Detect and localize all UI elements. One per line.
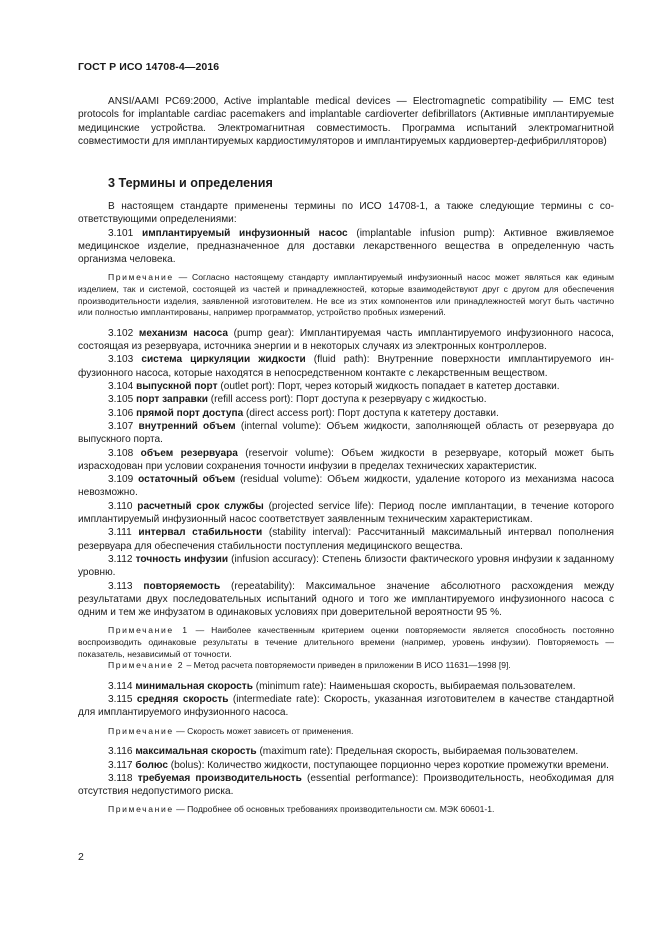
term-definition: (pump gear): Имплантируемая часть имплантируемого инфузионного насоса, состоящая из резервуара, источника энергии и в некоторых случаях из электронных контроллеров. [78,327,614,353]
term-number: 3.106 [108,407,137,419]
term-name: внутренний объем [138,420,236,432]
term-number: 3.118 [108,772,138,784]
term-name: остаточный объем [138,474,236,486]
term-number: 3.112 [108,553,136,565]
term-name: средняя скорость [136,694,229,706]
note-performance [78,804,614,816]
term-number: 3.101 [108,227,142,239]
term-definition: (refill access port): Порт доступа к резервуару с жидкостью. [207,394,487,406]
intro-paragraph: В настоящем стандарте применены термины по ИСО 14708-1, а также следующие термины с соответствующими определениями: [78,201,614,226]
term-definition: (maximum rate): Предельная скорость, выбираемая пользователем. [256,746,579,758]
term-definition: (bolus): Количество жидкости, поступающее порционно через короткие промежутки времени. [168,759,609,771]
term-definition: (fluid path): Внутренние поверхности имплантируемого инфузионного насоса, которые находятся в непосредственном контакте с лекарственным веществом. [78,354,614,379]
term-3-116 [78,745,614,758]
term-name: болюс [135,759,168,771]
term-name: повторяемость [143,580,221,592]
term-definition: (internal volume): Объем жидкости, заполняющей область от резервуара до выпускного порта. [78,420,614,446]
section-heading: 3 Термины и определения [108,176,273,190]
term-3-113 [78,580,614,620]
running-header: ГОСТ Р ИСО 14708-4—2016 [78,61,220,73]
note-text: — Подробнее об основных требованиях производительности см. МЭК 60601-1. [173,804,495,815]
term-number: 3.116 [108,746,136,758]
term-definition: (essential performance): Производительность, необходимая для отсутствия недопустимого риска. [78,772,614,798]
note-pump-system [78,272,614,318]
definitions-block [78,200,614,816]
term-number: 3.108 [108,447,141,459]
term-definition: (repeatability): Максимальное значение абсолютного расхождения между результатами двух последовательных испытаний одного и того же имплантируемого инфузионного насоса с одним и тем же инфузатом в одинаковых условиях при доверительной вероятности 95 %. [78,580,614,619]
note-repeatability-2 [78,660,614,672]
term-name: порт заправки [136,394,208,406]
term-name: требуемая производительность [137,772,302,784]
term-3-114 [78,680,614,693]
term-name: расчетный срок службы [137,500,264,512]
term-definition: (reservoir volume): Объем жидкости в резервуаре, который может быть израсходован при условии сохранения точности инфузии в пределах технических характеристик. [78,447,614,472]
term-definition: (minimum rate): Наименьшая скорость, выбираемая пользователем. [252,680,576,692]
term-3-107 [78,420,614,447]
term-number: 3.110 [108,500,138,512]
term-number: 3.107 [108,420,139,432]
term-number: 3.111 [108,527,139,539]
note-label: Примечание 1 [108,625,189,636]
term-3-102 [78,327,614,354]
note-label: Примечание 2 [108,660,185,671]
term-definition: (implantable infusion pump): Активное вживляемое медицинское изделие, предназначенное для доставки лекарственного вещества в определенную часть организма человека. [78,227,614,266]
term-name: точность инфузии [135,553,229,565]
term-definition: (intermediate rate): Скорость, указанная изготовителем в качестве стандартной для имплантируемого инфузионного насоса. [78,694,614,719]
note-label: Примечание [108,725,174,736]
term-number: 3.115 [108,694,137,706]
term-definition: (outlet port): Порт, через который жидкость попадает в катетер доставки. [217,381,560,393]
term-name: интервал стабильности [138,527,263,539]
term-3-109 [78,473,614,500]
term-name: максимальная скорость [135,746,257,758]
term-3-115 [78,693,614,720]
term-3-117 [78,759,614,772]
term-3-106 [78,407,614,420]
term-definition: (direct access port): Порт доступа к катетеру доставки. [243,407,499,419]
term-3-110 [78,500,614,527]
bibliography-entry: ANSI/AAMI PC69:2000, Active implantable medical devices — Electromagnetic compatibility — EMC test protocols for implantable cardiac pacemakers and implantable cardioverter defibrillators (Активные имплантируемые медицинские устройства. Электромагнитная совместимость. Программа испытаний электромагнитной совместимости для имплантируемых кардиостимуляторов и имплантируемых кардиовертер-дефибрилляторов) [78,96,614,147]
term-name: система циркуляции жидкости [141,354,306,366]
term-name: минимальная скорость [135,680,253,692]
note-text: — Скорость может зависеть от применения. [173,725,354,736]
term-3-108 [78,447,614,474]
term-number: 3.104 [108,381,137,393]
term-name: объем резервуара [140,447,238,459]
note-label: Примечание [108,272,174,283]
term-definition: (residual volume): Объем жидкости, удаление которого из механизма насоса невозможно. [78,474,614,499]
term-number: 3.103 [108,354,142,366]
note-text: — Согласно настоящему стандарту имплантируемый инфузионный насос может являться как единым изделием, так и системой, состоящей из частей и принадлежностей, которые взаимодействуют друг с другом для обеспечения производительности изделия, заявленной изготовителем. Не все из этих компонентов или принадлежностей могут быть частично или полностью имплантированы, например программатор, устройство пробных измерений. [78,272,614,318]
term-definition: (stability interval): Рассчитанный максимальный интервал пополнения резервуара для обеспечения стабильности поступления медицинского вещества. [78,527,614,552]
note-repeatability-1 [78,625,614,660]
term-number: 3.117 [108,759,136,771]
term-name: имплантируемый инфузионный насос [141,227,348,239]
term-3-104 [78,380,614,393]
term-3-112 [78,553,614,580]
term-number: 3.113 [108,580,144,592]
term-number: 3.109 [108,474,139,486]
term-name: прямой порт доступа [136,407,244,419]
term-number: 3.114 [108,680,136,692]
term-3-111 [78,526,614,553]
term-number: 3.102 [108,327,139,339]
note-label: Примечание [108,804,174,815]
term-definition: (infusion accuracy): Степень близости фактического уровня инфузии к заданному уровню. [78,553,614,579]
term-number: 3.105 [108,394,137,406]
term-3-105 [78,393,614,406]
term-name: механизм насоса [138,327,228,339]
page-number: 2 [78,851,84,863]
term-definition: (projected service life): Период после имплантации, в течение которого имплантируемый инфузионный насос соответствует заявленным техническим характеристикам. [78,500,614,526]
term-3-101 [78,227,614,267]
note-text: – Метод расчета повторяемости приведен в приложении В ИСО 11631—1998 [9]. [184,660,511,671]
term-3-103 [78,353,614,380]
note-rate [78,726,614,738]
note-text: — Наиболее качественным критерием оценки повторяемости является способность постоянно воспроизводить одинаковые результаты в течение длительного времени (например, уровень инфузии). Повторяемость — показатель, независимый от точности. [78,625,615,659]
term-3-118 [78,772,614,799]
term-name: выпускной порт [136,381,218,393]
